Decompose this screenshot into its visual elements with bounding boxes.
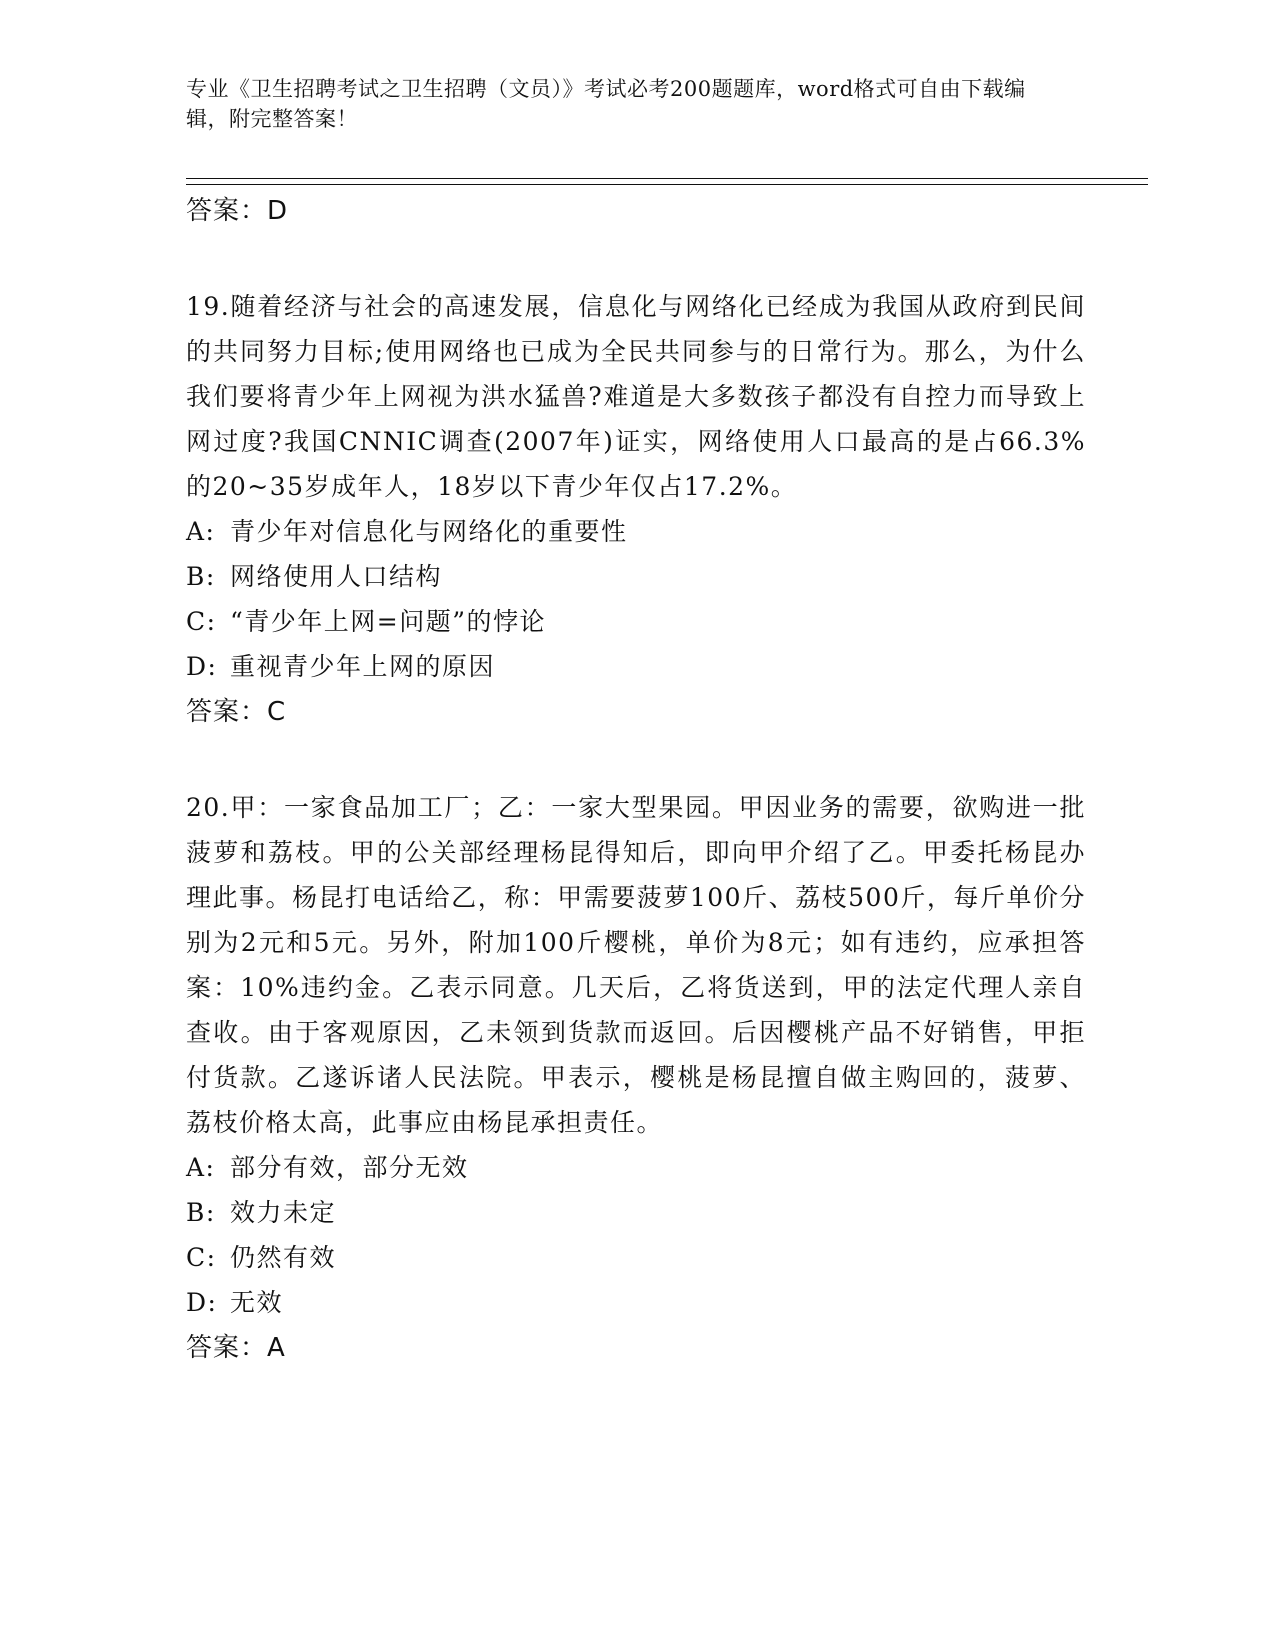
option-key: A: — [186, 1153, 216, 1182]
option-b — [186, 554, 1086, 599]
option-text: 部分有效，部分无效 — [230, 1153, 469, 1182]
option-c — [186, 1235, 1086, 1280]
option-text: 无效 — [230, 1288, 284, 1317]
question-block-19 — [186, 284, 1086, 735]
option-a — [186, 1145, 1086, 1190]
option-text: 青少年对信息化与网络化的重要性 — [230, 517, 628, 546]
option-key: A: — [186, 517, 216, 546]
option-text: “青少年上网=问题”的悖论 — [230, 607, 547, 636]
option-key: B: — [186, 562, 216, 591]
option-key: C: — [186, 607, 217, 636]
previous-answer: 答案：D — [186, 196, 289, 226]
option-key: D: — [186, 652, 218, 681]
option-key: C: — [186, 1243, 217, 1272]
option-d — [186, 644, 1086, 689]
option-b — [186, 1190, 1086, 1235]
question-content — [186, 188, 1086, 1371]
option-c — [186, 599, 1086, 644]
spacer — [186, 234, 1086, 284]
header-double-rule — [186, 178, 1148, 185]
spacer — [186, 735, 1086, 785]
answer-line: 答案：A — [186, 1333, 286, 1363]
option-text: 重视青少年上网的原因 — [230, 652, 496, 681]
question-text: 20.甲：一家食品加工厂；乙：一家大型果园。甲因业务的需要，欲购进一批菠萝和荔枝。甲的公关部经理杨昆得知后，即向甲介绍了乙。甲委托杨昆办理此事。杨昆打电话给乙，称：甲需要菠萝100斤、荔枝500斤，每斤单价分别为2元和5元。另外，附加100斤樱桃，单价为8元；如有违约，应承担答案：10%违约金。乙表示同意。几天后，乙将货送到，甲的法定代理人亲自查收。由于客观原因，乙未领到货款而返回。后因樱桃产品不好销售，甲拒付货款。乙遂诉诸人民法院。甲表示，樱桃是杨昆擅自做主购回的，菠萝、荔枝价格太高，此事应由杨昆承担责任。 — [186, 793, 1086, 1137]
option-text: 仍然有效 — [230, 1243, 337, 1272]
option-text: 网络使用人口结构 — [230, 562, 443, 591]
answer-line: 答案：C — [186, 697, 287, 727]
document-header: 专业《卫生招聘考试之卫生招聘（文员）》考试必考200题题库，word格式可自由下载编辑，附完整答案！ — [186, 77, 1026, 131]
option-a — [186, 509, 1086, 554]
option-key: D: — [186, 1288, 218, 1317]
question-block-20 — [186, 785, 1086, 1371]
option-key: B: — [186, 1198, 216, 1227]
question-text: 19.随着经济与社会的高速发展，信息化与网络化已经成为我国从政府到民间的共同努力目标;使用网络也已成为全民共同参与的日常行为。那么，为什么我们要将青少年上网视为洪水猛兽?难道是大多数孩子都没有自控力而导致上网过度?我国CNNIC调查(2007年)证实，网络使用人口最高的是占66.3%的20~35岁成年人，18岁以下青少年仅占17.2%。 — [186, 292, 1086, 501]
option-text: 效力未定 — [230, 1198, 337, 1227]
option-d — [186, 1280, 1086, 1325]
